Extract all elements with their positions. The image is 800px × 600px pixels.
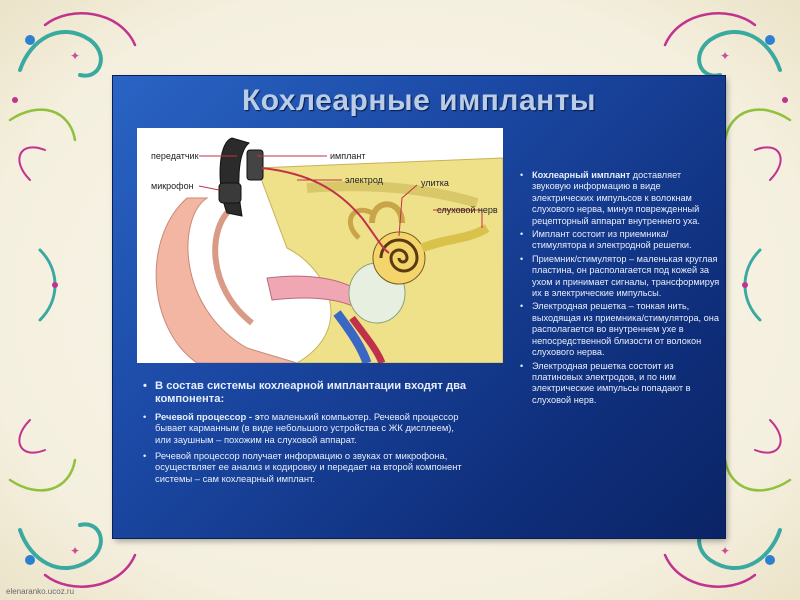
bottom-list-item (141, 411, 471, 446)
item-text: доставляет звуковую информацию в виде электрических импульсов к волокнам слухового нерва, минуя поврежденный рецепторный аппарат внутреннего уха. (532, 170, 700, 226)
label-transmitter: передатчик (151, 151, 199, 161)
svg-text:✦: ✦ (720, 49, 731, 63)
site-watermark: elenaranko.ucoz.ru (6, 587, 75, 596)
slide-title: Кохлеарные импланты (241, 84, 597, 117)
label-auditory-nerve: слуховой нерв (437, 205, 498, 215)
bottom-heading-text: В состав системы кохлеарной имплантации входят два компонента: (155, 380, 467, 406)
right-list-item (517, 170, 722, 227)
item-text: Речевой процессор получает информацию о звуках от микрофона, осуществляет ее анализ и кодировку и передает на второй компонент системы – сам кохлеарный имплант. (155, 449, 462, 484)
item-text: Электродная решетка – тонкая нить, выходящая из приемника/стимулятора, она располагается во внутреннем ухе в непосредственной близости от волокон слухового нерва. (532, 301, 719, 358)
right-list-item (517, 254, 722, 300)
label-microphone: микрофон (151, 181, 194, 191)
item-text: Электродная решетка состоит из платиновых электродов, и по ним электрические импульсы попадают в слуховой нерв. (532, 360, 691, 405)
item-bold-text: Речевой процессор - э (155, 410, 260, 422)
ear-anatomy-diagram (137, 128, 503, 363)
svg-text:✦: ✦ (720, 544, 731, 558)
item-text: Приемник/стимулятор – маленькая круглая пластина, он располагается под кожей за ухом и принимает сигналы, трансформируя их в электрические импульсы. (532, 253, 720, 299)
right-list-item (517, 229, 722, 252)
right-text-column (517, 170, 722, 408)
slide-panel (113, 76, 725, 538)
bottom-heading (141, 380, 471, 407)
item-text: то маленький компьютер. Речевой процессор бывает карманным (в виде небольшого устройства с ЖК дисплеем), или заушным – похожим на слуховой аппарат. (155, 410, 459, 445)
item-text: Имплант состоит из приемника/стимулятора и электродной решетки. (532, 229, 692, 251)
bottom-list-item (141, 450, 471, 485)
right-list-item (517, 361, 722, 407)
right-list-item (517, 301, 722, 358)
label-cochlea: улитка (421, 178, 449, 188)
label-implant: имплант (330, 151, 366, 161)
svg-text:✦: ✦ (70, 544, 81, 558)
svg-text:✦: ✦ (70, 49, 81, 63)
ear-illustration (137, 128, 503, 363)
bottom-text-block (141, 380, 471, 488)
label-electrode: электрод (345, 175, 383, 185)
item-lead-text: Кохлеарный имплант (532, 170, 631, 180)
